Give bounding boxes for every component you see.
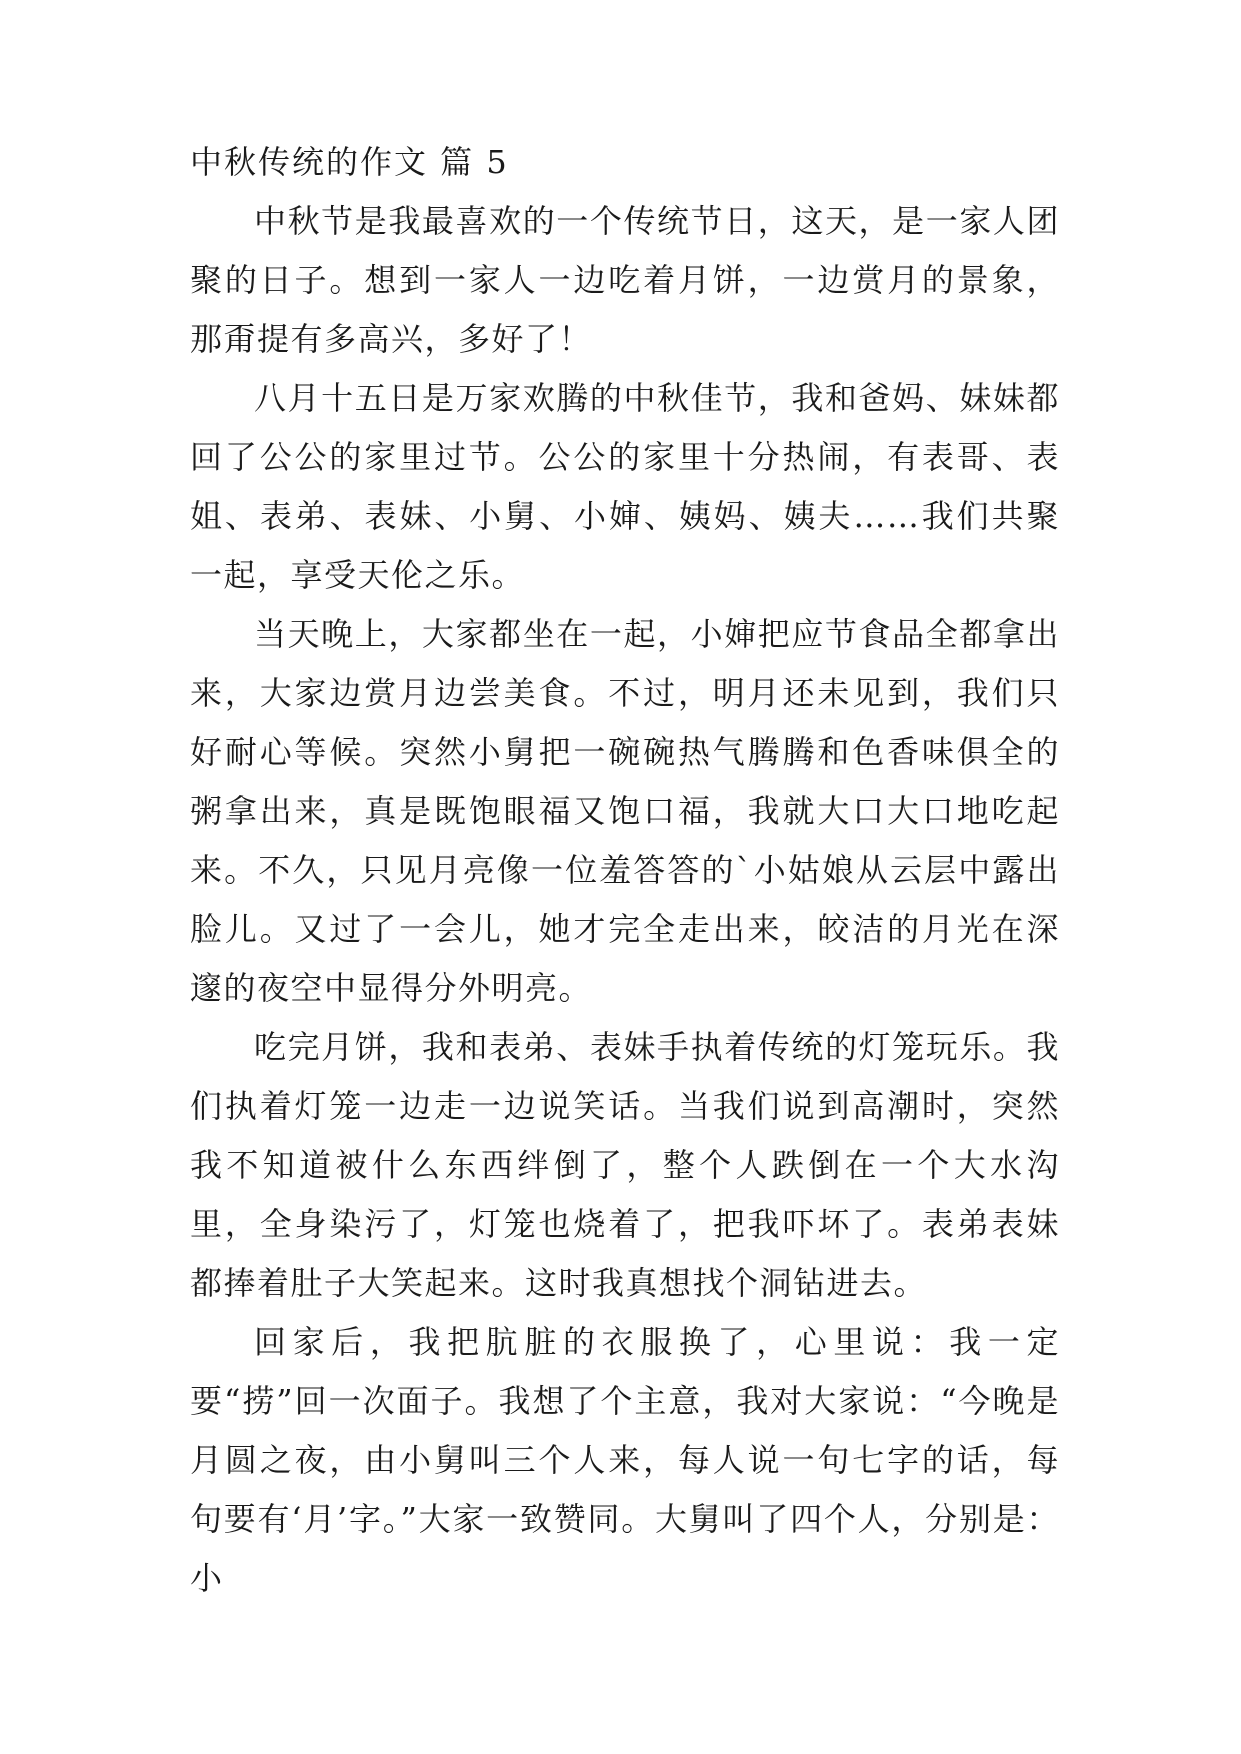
paragraph-3: 当天晚上，大家都坐在一起，小婶把应节食品全都拿出来，大家边赏月边尝美食。不过，明月还未见到，我们只好耐心等候。突然小舅把一碗碗热气腾腾和色香味俱全的粥拿出来，真是既饱眼福又饱口福，我就大口大口地吃起来。不久，只见月亮像一位羞答答的`小姑娘从云层中露出脸儿。又过了一会儿，她才完全走出来，皎洁的月光在深邃的夜空中显得分外明亮。 — [190, 615, 1060, 1007]
paragraph-2: 八月十五日是万家欢腾的中秋佳节，我和爸妈、妹妹都回了公公的家里过节。公公的家里十分热闹，有表哥、表姐、表弟、表妹、小舅、小婶、姨妈、姨夫……我们共聚一起，享受天伦之乐。 — [190, 379, 1060, 594]
essay-title: 中秋传统的作文 篇 5 — [190, 143, 509, 181]
paragraph-4: 吃完月饼，我和表弟、表妹手执着传统的灯笼玩乐。我们执着灯笼一边走一边说笑话。当我们说到高潮时，突然我不知道被什么东西绊倒了，整个人跌倒在一个大水沟里，全身染污了，灯笼也烧着了，把我吓坏了。表弟表妹都捧着肚子大笑起来。这时我真想找个洞钻进去。 — [190, 1028, 1060, 1302]
paragraph-1: 中秋节是我最喜欢的一个传统节日，这天，是一家人团聚的日子。想到一家人一边吃着月饼，一边赏月的景象，那甭提有多高兴，多好了！ — [190, 202, 1060, 358]
essay-body — [190, 138, 1060, 1608]
paragraph-5: 回家后，我把肮脏的衣服换了，心里说：我一定要“捞”回一次面子。我想了个主意，我对大家说：“今晚是月圆之夜，由小舅叫三个人来，每人说一句七字的话，每句要有‘月’字。”大家一致赞同。大舅叫了四个人，分别是：小 — [190, 1323, 1060, 1597]
